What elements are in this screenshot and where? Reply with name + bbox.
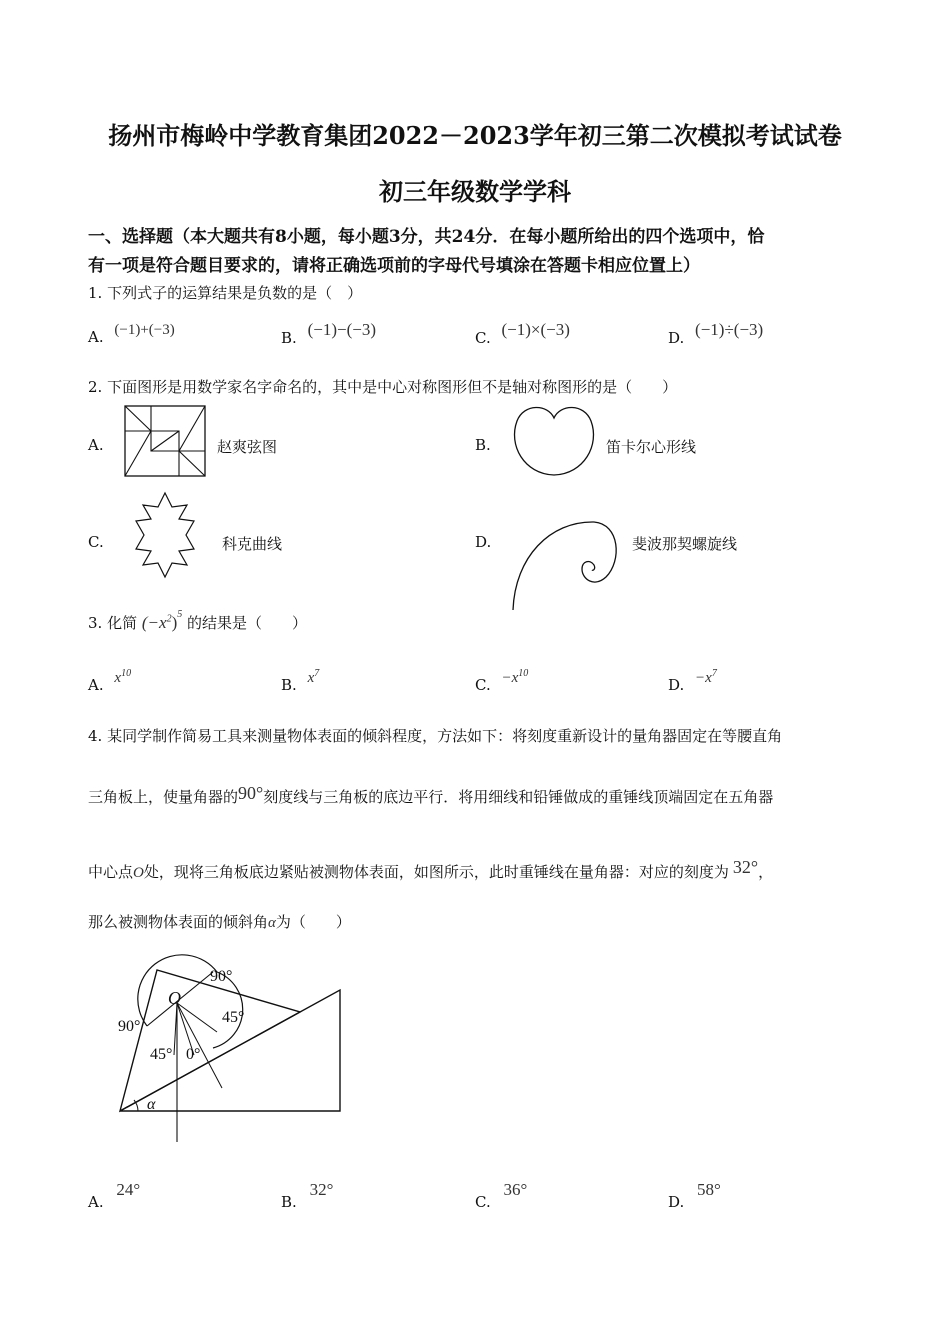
q3-option-d-letter: D. bbox=[668, 676, 685, 694]
q2-option-d-letter[interactable]: D. bbox=[475, 533, 492, 551]
q4-line3-mid: 处，现将三角板底边紧贴被测物体表面，如图所示，此时重锤线在量角器：对应的刻度为 bbox=[143, 863, 729, 881]
q1-option-b-letter: B. bbox=[281, 329, 297, 347]
q3-option-b[interactable] bbox=[281, 668, 320, 695]
q4-option-a-value: 24° bbox=[116, 1180, 141, 1199]
q4-option-c-letter: C. bbox=[475, 1193, 491, 1211]
q3-option-a[interactable] bbox=[88, 668, 132, 695]
q1-option-a[interactable] bbox=[88, 322, 175, 347]
q3-option-c-pow: 10 bbox=[518, 668, 529, 679]
label-alpha: α bbox=[147, 1096, 156, 1113]
q4-option-d-value: 58° bbox=[697, 1180, 721, 1199]
label-o: O bbox=[168, 988, 181, 1008]
q1-option-a-letter: A. bbox=[88, 328, 104, 346]
koch-snowflake bbox=[120, 490, 210, 580]
q4-line4-alpha: α bbox=[268, 915, 276, 931]
q4-line3-pre: 中心点 bbox=[88, 863, 134, 881]
q4-line2-math: 90° bbox=[238, 783, 264, 803]
q3-option-c-letter: C. bbox=[475, 676, 491, 694]
q2-option-c-letter[interactable]: C. bbox=[88, 533, 104, 551]
q4-option-a-letter: A. bbox=[88, 1193, 104, 1211]
q3-option-a-pow: 10 bbox=[121, 668, 132, 679]
q3-stem bbox=[88, 609, 308, 633]
set-square bbox=[120, 970, 300, 1111]
q3-option-b-pow: 7 bbox=[314, 668, 320, 679]
q1-option-d[interactable] bbox=[668, 320, 764, 348]
q1-option-d-letter: D. bbox=[668, 329, 685, 347]
q4-option-b-letter: B. bbox=[281, 1193, 297, 1211]
q2-option-b-letter[interactable]: B. bbox=[475, 436, 491, 454]
q2-option-b-label: 笛卡尔心形线 bbox=[606, 438, 697, 456]
q4-option-c[interactable] bbox=[475, 1180, 528, 1212]
q1-option-c-expr: (−1)×(−3) bbox=[501, 320, 570, 339]
label-right-45: 45° bbox=[222, 1009, 245, 1026]
q2-option-d-label: 斐波那契螺旋线 bbox=[632, 535, 738, 553]
label-top-90: 90° bbox=[210, 968, 233, 985]
q4-line2 bbox=[88, 783, 774, 807]
q4-line3-math: 32° bbox=[732, 857, 759, 877]
q4-line4-pre: 那么被测物体表面的倾斜角 bbox=[88, 913, 269, 931]
q4-option-d-letter: D. bbox=[668, 1193, 685, 1211]
q4-line1: 4. 某同学制作简易工具来测量物体表面的倾斜程度，方法如下：将刻度重新设计的量角器固定在等腰直角 bbox=[88, 727, 783, 745]
protractor-figure bbox=[110, 960, 350, 1150]
label-left-45: 45° bbox=[150, 1046, 173, 1063]
q3-stem-pre: 3. 化简 bbox=[88, 614, 138, 632]
label-left-90: 90° bbox=[118, 1018, 141, 1035]
q3-expr-square: 2 bbox=[166, 613, 172, 625]
q4-line3-post: ， bbox=[758, 863, 774, 881]
q2-option-a-label: 赵爽弦图 bbox=[217, 438, 278, 456]
zhao-shuang-diagram bbox=[124, 405, 206, 477]
q3-option-a-base: x bbox=[114, 670, 122, 686]
section-heading-line1: 一、选择题（本大题共有8小题，每小题3分，共24分．在每小题所给出的四个选项中，恰 bbox=[88, 227, 765, 247]
q3-option-a-letter: A. bbox=[88, 676, 104, 694]
page-subtitle: 初三年级数学学科 bbox=[379, 177, 571, 206]
q1-option-a-expr: (−1)+(−3) bbox=[114, 322, 175, 338]
q3-expr-close: ) bbox=[171, 613, 178, 632]
q4-option-b[interactable] bbox=[281, 1180, 334, 1212]
q4-line4 bbox=[88, 911, 351, 932]
q4-option-c-value: 36° bbox=[503, 1180, 528, 1199]
q1-option-b-expr: (−1)−(−3) bbox=[307, 320, 376, 339]
q3-option-b-base: x bbox=[307, 670, 315, 686]
q3-expr-power: 5 bbox=[177, 609, 183, 621]
cardioid-curve bbox=[512, 405, 596, 477]
q3-option-c-base: −x bbox=[501, 670, 519, 686]
q3-stem-post: 的结果是（ ） bbox=[187, 614, 308, 632]
q4-line3-o: O bbox=[133, 865, 144, 881]
section-heading-line2: 有一项是符合题目要求的，请将正确选项前的字母代号填涂在答题卡相应位置上） bbox=[88, 256, 700, 276]
label-zero: 0° bbox=[186, 1046, 201, 1063]
q3-option-b-letter: B. bbox=[281, 676, 297, 694]
q4-option-a[interactable] bbox=[88, 1180, 141, 1212]
q4-line3 bbox=[88, 857, 774, 882]
q1-option-d-expr: (−1)÷(−3) bbox=[695, 320, 764, 339]
q4-line2-pre: 三角板上，使量角器的 bbox=[88, 788, 239, 806]
page-title: 扬州市梅岭中学教育集团2022－2023学年初三第二次模拟考试试卷 bbox=[108, 121, 842, 150]
radial-45-right bbox=[177, 1003, 217, 1032]
q1-stem: 1. 下列式子的运算结果是负数的是（ ） bbox=[88, 284, 363, 302]
q4-option-b-value: 32° bbox=[309, 1180, 334, 1199]
q4-line2-post: 刻度线与三角板的底边平行．将用细线和铅锤做成的重锤线顶端固定在五角器 bbox=[263, 788, 774, 806]
q4-option-d[interactable] bbox=[668, 1180, 721, 1212]
q1-option-c-letter: C. bbox=[475, 329, 491, 347]
q3-option-d-pow: 7 bbox=[711, 668, 717, 679]
q3-expr-base: (−x bbox=[141, 613, 167, 632]
q3-expr bbox=[141, 609, 183, 632]
q4-line4-post: 为（ ） bbox=[275, 913, 351, 931]
q1-option-b[interactable] bbox=[281, 320, 376, 348]
fibonacci-spiral bbox=[510, 515, 622, 611]
q2-option-a-letter[interactable]: A. bbox=[88, 436, 104, 454]
q2-option-c-label: 科克曲线 bbox=[222, 535, 283, 553]
q3-option-d-base: −x bbox=[695, 670, 712, 686]
q2-stem: 2. 下面图形是用数学家名字命名的，其中是中心对称图形但不是轴对称图形的是（ ） bbox=[88, 378, 678, 396]
q1-option-c[interactable] bbox=[475, 320, 570, 348]
q3-option-c[interactable] bbox=[475, 668, 529, 695]
q3-option-d[interactable] bbox=[668, 668, 717, 695]
